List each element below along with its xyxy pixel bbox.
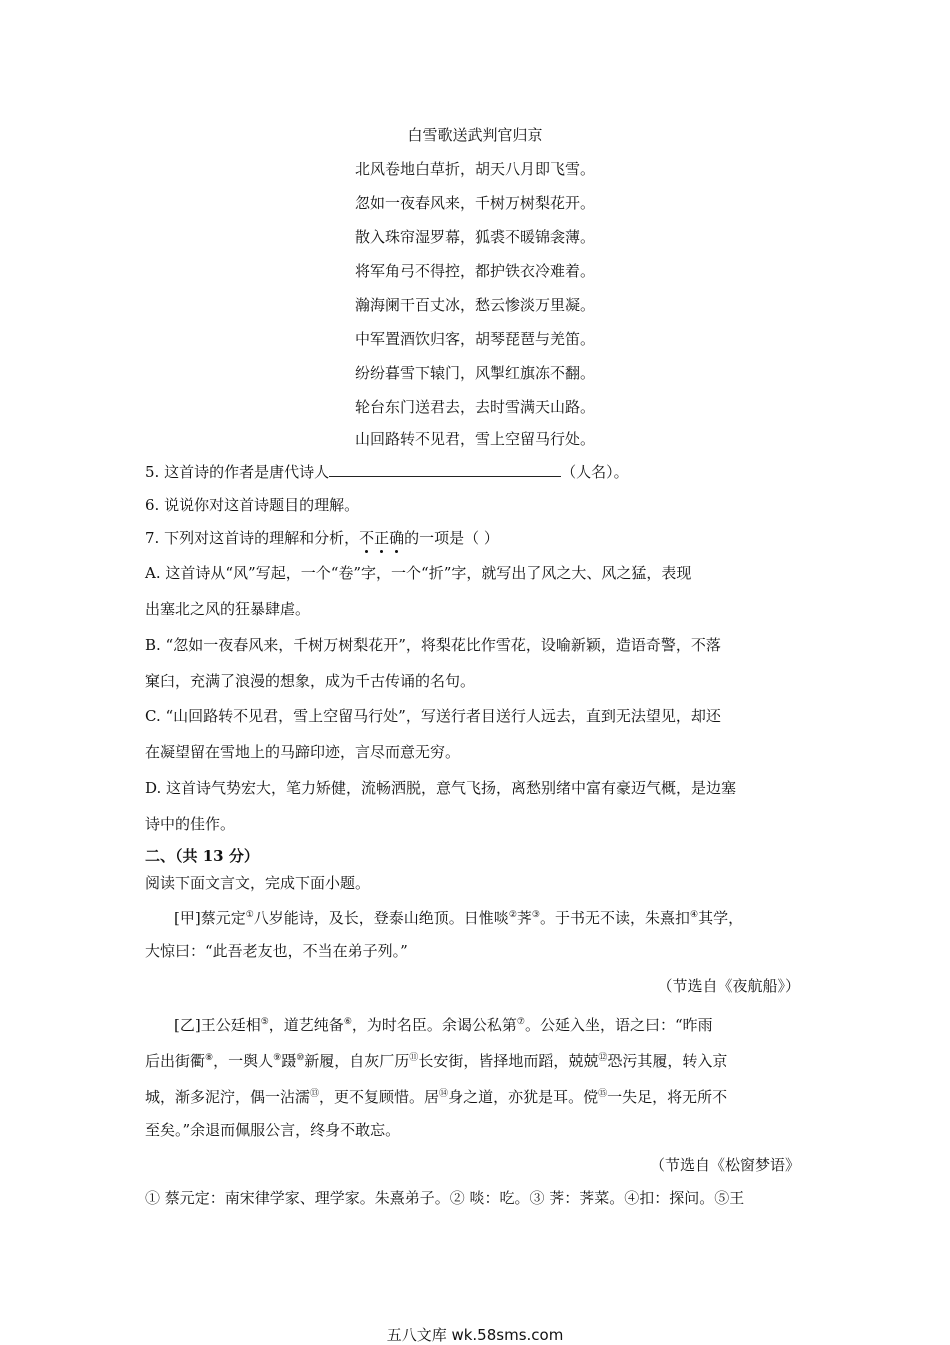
passage-text: [甲]蔡元定 [174, 909, 246, 927]
option-c-line: 在凝望留在雪地上的马蹄印迹，言尽而意无穷。 [145, 743, 461, 761]
passage-text: 身之道，亦犹是耳。傥 [448, 1088, 599, 1106]
option-d-line: D. 这首诗气势宏大，笔力矫健，流畅洒脱，意气飞扬，离愁别绪中富有豪迈气概，是边塞 [145, 779, 737, 797]
question-7-suffix: 的一项是（ ） [404, 529, 499, 547]
poem-line: 北风卷地白草折，胡天八月即飞雪。 [354, 160, 595, 178]
footnote-marker: ⑮ [598, 1089, 608, 1099]
watermark-footer: 五八文库 wk.58sms.com [386, 1326, 564, 1344]
footnote-marker: ⑥ [343, 1017, 352, 1027]
footnote-marker: ⑨ [273, 1053, 282, 1063]
passage-text: 八岁能诗，及长，登泰山绝顶。日惟啖 [253, 909, 509, 927]
passage-text: 新履，自灰厂历 [304, 1052, 410, 1070]
passage-text: 荠 [516, 909, 532, 927]
question-7 [145, 528, 810, 548]
poem-line: 散入珠帘湿罗幕，狐裘不暖锦衾薄。 [354, 228, 595, 246]
passage-text: 一失足，将无所不 [607, 1088, 728, 1106]
passage-text: 蹑 [281, 1052, 297, 1070]
poem-line: 忽如一夜春风来，千树万树梨花开。 [354, 194, 595, 212]
footnote-marker: ⑬ [310, 1089, 320, 1099]
passage-text: 后出街衢 [145, 1052, 206, 1070]
answer-blank[interactable] [329, 462, 561, 477]
passage-text: ，一舆人 [213, 1052, 274, 1070]
question-5-text: 5. 这首诗的作者是唐代诗人 [145, 463, 330, 481]
passage-text: ，道艺纯备 [268, 1016, 344, 1034]
footnote-marker: ⑭ [439, 1089, 449, 1099]
footnote-marker: ⑤ [260, 1017, 269, 1027]
poem-line: 纷纷暮雪下辕门，风掣红旗冻不翻。 [354, 364, 595, 382]
section-instruction: 阅读下面文言文，完成下面小题。 [145, 874, 371, 892]
passage-text: ，更不复顾惜。居 [319, 1088, 440, 1106]
question-5-suffix: （人名）。 [561, 463, 629, 481]
footnote-marker: ⑫ [598, 1053, 608, 1063]
passage-yi-line [174, 1012, 839, 1035]
option-a-line: 出塞北之风的狂暴肆虐。 [145, 600, 311, 618]
passage-yi-line: 至矣。”余退而佩服公言，终身不敢忘。 [145, 1121, 401, 1139]
passage-text: 恐污其履，转入京 [607, 1052, 728, 1070]
poem-line: 中军置酒饮归客，胡琴琵琶与羌笛。 [354, 330, 595, 348]
section-heading: 二、（共 13 分） [145, 847, 259, 865]
question-6: 6. 说说你对这首诗题目的理解。 [145, 496, 360, 514]
question-5 [145, 462, 810, 482]
passage-text: 。于书无不读，朱熹扣 [539, 909, 690, 927]
passage-text: 。公延入坐，语之曰：“昨雨 [524, 1016, 713, 1034]
passage-jia-line: 大惊曰：“此吾老友也，不当在弟子列。” [145, 942, 408, 960]
passage-text: [乙]王公廷相 [174, 1016, 261, 1034]
footnote-marker: ④ [690, 910, 699, 920]
question-7-text: 7. 下列对这首诗的理解和分析， [145, 529, 360, 547]
passage-yi-line [145, 1048, 810, 1071]
footnote-marker: ⑩ [296, 1053, 305, 1063]
emphasis-char: 不 [359, 529, 375, 547]
passage-jia-line [174, 905, 839, 928]
source-citation: （节选自《松窗梦语》 [649, 1156, 800, 1174]
passage-text: 长安街，皆择地而蹈，兢兢 [418, 1052, 599, 1070]
poem-line: 轮台东门送君去，去时雪满天山路。 [354, 398, 595, 416]
footnote-marker: ② [508, 910, 517, 920]
option-b-line: B. “忽如一夜春风来，千树万树梨花开”，将梨花比作雪花，设喻新颖，造语奇警，不落 [145, 636, 721, 654]
footnote-marker: ⑧ [205, 1053, 214, 1063]
passage-text: 其学， [698, 909, 744, 927]
option-d-line: 诗中的佳作。 [145, 815, 236, 833]
footnotes: ① 蔡元定：南宋律学家、理学家。朱熹弟子。② 啖：吃。③ 荠：荠菜。④扣：探问。⑤王 [145, 1189, 745, 1207]
poem-title: 白雪歌送武判官归京 [407, 126, 543, 144]
emphasis-char: 确 [389, 529, 405, 547]
footnote-marker: ⑪ [409, 1053, 419, 1063]
footnote-marker: ① [245, 910, 254, 920]
poem-line: 瀚海阑干百丈冰，愁云惨淡万里凝。 [354, 296, 595, 314]
passage-text: ，为时名臣。余谒公私第 [351, 1016, 517, 1034]
option-c-line: C. “山回路转不见君，雪上空留马行处”，写送行者目送行人远去，直到无法望见，却还 [145, 707, 721, 725]
footnote-marker: ⑦ [516, 1017, 525, 1027]
emphasis-char: 正 [374, 529, 390, 547]
option-a-line: A. 这首诗从“风”写起，一个“卷”字，一个“折”字，就写出了风之大、风之猛，表现 [145, 564, 692, 582]
option-b-line: 窠臼，充满了浪漫的想象，成为千古传诵的名句。 [145, 672, 476, 690]
passage-text: 城，渐多泥泞，偶一沾濡 [145, 1088, 311, 1106]
poem-line: 山回路转不见君，雪上空留马行处。 [354, 430, 595, 448]
source-citation: （节选自《夜航船》） [657, 977, 800, 995]
poem-line: 将军角弓不得控，都护铁衣冷难着。 [354, 262, 595, 280]
passage-yi-line [145, 1084, 810, 1107]
footnote-marker: ③ [531, 910, 540, 920]
